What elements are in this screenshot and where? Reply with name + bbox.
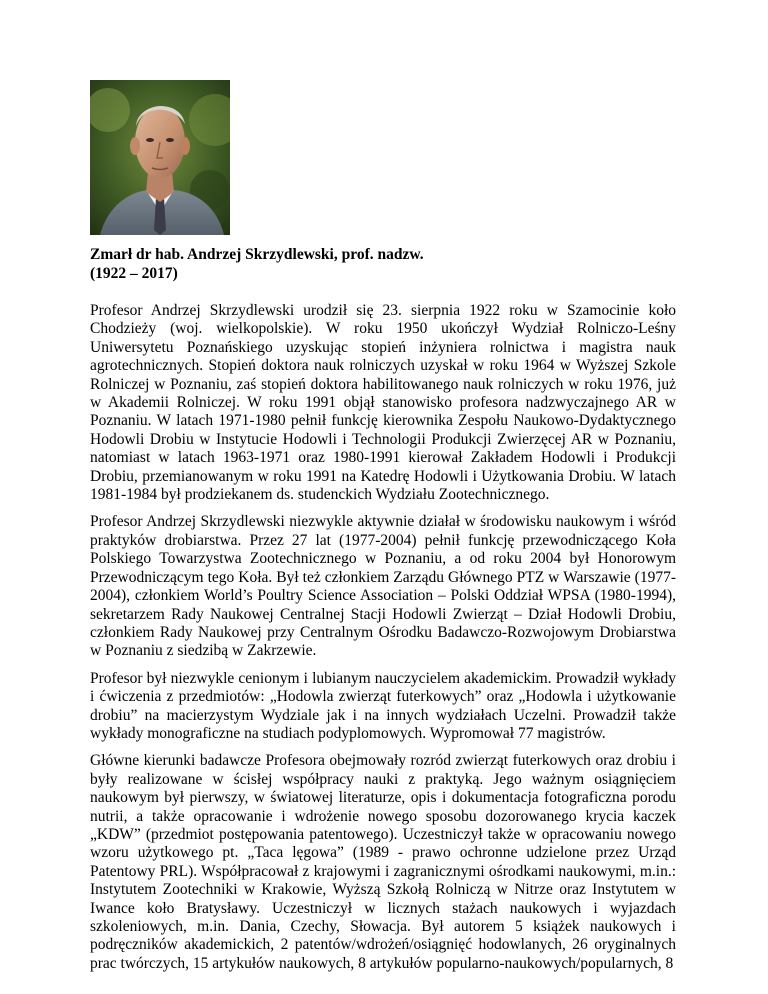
obituary-dates: (1922 – 2017) — [90, 265, 178, 282]
paragraph-activity: Profesor Andrzej Skrzydlewski niezwykle aktywnie działał w środowisku naukowym i wśród praktyków drobiarstwa. Przez 27 lat (1977-2004) pełnił funkcję przewodniczącego Koła Polskiego Towarzystwa Zootechnicznego w Poznaniu, a od roku 2004 był Honorowym Przewodniczącym tego Koła. Był też członkiem Zarządu Głównego PTZ w Warszawie (1977-2004), członkiem World’s Poultry Science Association – Polski Oddział WPSA (1980-1994), sekretarzem Rady Naukowej Centralnej Stacji Hodowli Zwierząt – Dział Hodowli Drobiu, członkiem Rady Naukowej przy Centralnym Ośrodku Badawczo-Rozwojowym Drobiarstwa w Poznaniu z siedzibą w Zakrzewie. — [90, 513, 676, 660]
obituary-page — [90, 80, 676, 982]
obituary-title: Zmarł dr hab. Andrzej Skrzydlewski, prof. nadzw. — [90, 246, 424, 263]
paragraph-research: Główne kierunki badawcze Profesora obejmowały rozród zwierząt futerkowych oraz drobiu i były realizowane w ścisłej współpracy nauki z praktyką. Jego ważnym osiągnięciem naukowym był pierwszy, w światowej literaturze, opis i dokumentacja fotograficzna porodu nutrii, a także opracowanie i wdrożenie nowego sposobu dozorowanego krycia kaczek „KDW” (przedmiot postępowania patentowego). Uczestniczył także w opracowaniu nowego wzoru użytkowego pt. „Taca lęgowa” (1989 - prawo ochronne udzielone przez Urząd Patentowy PRL). Współpracował z krajowymi i zagranicznymi ośrodkami naukowymi, m.in.: Instytutem Zootechniki w Krakowie, Wyższą Szkołą Rolniczą w Nitrze oraz Instytutem w Iwance koło Bratysławy. Uczestniczył w licznych stażach naukowych i wyjazdach szkoleniowych, m.in. Dania, Czechy, Słowacja. Był autorem 5 książek naukowych i podręczników akademickich, 2 patentów/wdrożeń/osiągnięć hodowlanych, 26 oryginalnych prac twórczych, 15 artykułów naukowych, 8 artykułów popularno-naukowych/popularnych, 8 — [90, 752, 676, 972]
paragraph-biography: Profesor Andrzej Skrzydlewski urodził się 23. sierpnia 1922 roku w Szamocinie koło Chodzieży (woj. wielkopolskie). W roku 1950 ukończył Wydział Rolniczo-Leśny Uniwersytetu Poznańskiego uzyskując stopień inżyniera rolnictwa i magistra nauk agrotechnicznych. Stopień doktora nauk rolniczych uzyskał w roku 1964 w Wyższej Szkole Rolniczej w Poznaniu, zaś stopień doktora habilitowanego nauk rolniczych w roku 1976, już w Akademii Rolniczej. W roku 1991 objął stanowisko profesora nadzwyczajnego AR w Poznaniu. W latach 1971-1980 pełnił funkcję kierownika Zespołu Naukowo-Dydaktycznego Hodowli Drobiu w Instytucie Hodowli i Technologii Produkcji Zwierzęcej AR w Poznaniu, natomiast w latach 1963-1971 oraz 1980-1991 kierował Zakładem Hodowli i Produkcji Drobiu, przemianowanym w roku 1991 na Katedrę Hodowli i Użytkowania Drobiu. W latach 1981-1984 był prodziekanem ds. studenckich Wydziału Zootechnicznego. — [90, 302, 676, 504]
paragraph-teaching: Profesor był niezwykle cenionym i lubianym nauczycielem akademickim. Prowadził wykłady i ćwiczenia z przedmiotów: „Hodowla zwierząt futerkowych” oraz „Hodowla i użytkowanie drobiu” na macierzystym Wydziale jak i na innych wydziałach Uczelni. Prowadził także wykłady monograficzne na studiach podyplomowych. Wypromował 77 magistrów. — [90, 669, 676, 742]
portrait-photo — [90, 80, 230, 235]
obituary-heading — [90, 245, 676, 283]
